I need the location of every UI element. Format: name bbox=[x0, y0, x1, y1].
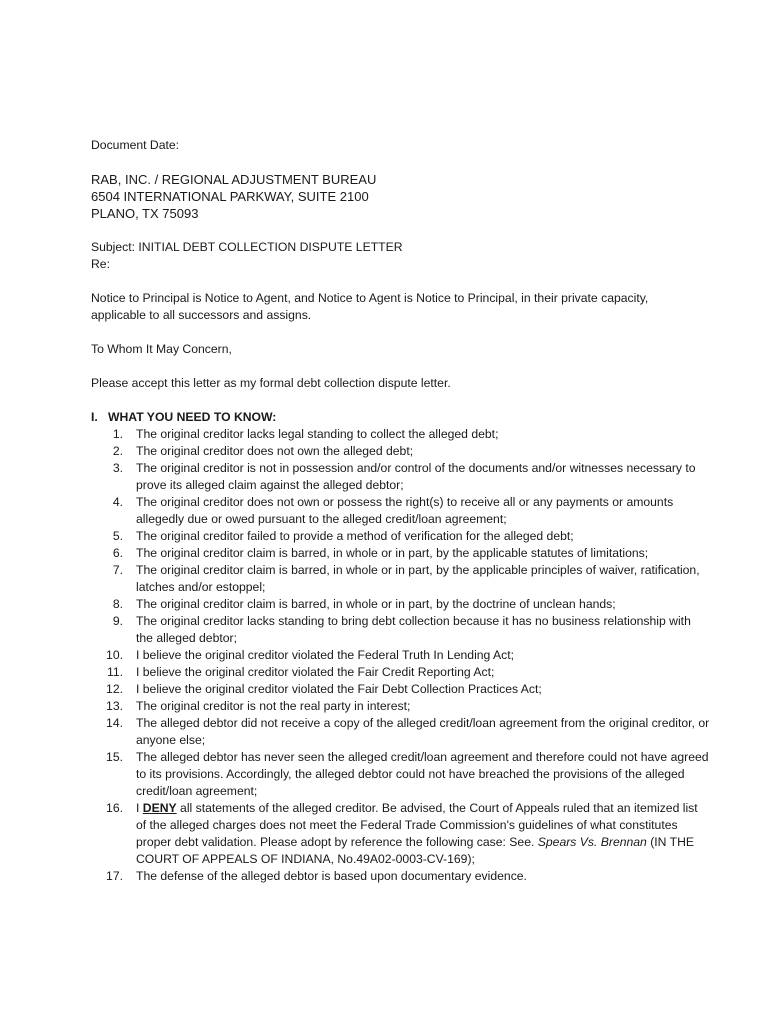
list-item-number: 3. bbox=[112, 461, 123, 475]
dispute-list bbox=[91, 426, 711, 885]
list-item-text: I believe the original creditor violated the Federal Truth In Lending Act; bbox=[136, 648, 515, 662]
list-item-text: I believe the original creditor violated the Fair Credit Reporting Act; bbox=[136, 665, 495, 679]
list-item-number: 16. bbox=[106, 801, 123, 815]
subject-line: Subject: INITIAL DEBT COLLECTION DISPUTE LETTER bbox=[91, 240, 403, 254]
list-item-number: 5. bbox=[112, 529, 123, 543]
case-court: (IN THE COURT OF APPEALS OF INDIANA, No.49A02-0003-CV-169); bbox=[136, 835, 695, 866]
list-item-text: The original creditor does not own the alleged debt; bbox=[136, 444, 414, 458]
list-item-deny bbox=[91, 800, 711, 868]
list-item-text: The original creditor claim is barred, in whole or in part, by the doctrine of unclean hands; bbox=[136, 597, 616, 611]
recipient-name: RAB, INC. / REGIONAL ADJUSTMENT BUREAU bbox=[91, 172, 377, 187]
notice-line-1: Notice to Principal is Notice to Agent, and Notice to Agent is Notice to Principal, in their private capacity, bbox=[91, 291, 649, 305]
recipient-city: PLANO, TX 75093 bbox=[91, 206, 199, 221]
list-item bbox=[91, 562, 711, 596]
list-item-number: 6. bbox=[112, 546, 123, 560]
list-item-text: The alleged debtor has never seen the alleged credit/loan agreement and therefore could not have agreed to its provisions. Accordingly, the alleged debtor could not have breached the provisions of the alleged credit/loan agreement; bbox=[136, 750, 709, 798]
section-heading bbox=[91, 409, 711, 426]
section-title: WHAT YOU NEED TO KNOW: bbox=[108, 410, 277, 424]
list-item bbox=[91, 494, 711, 528]
salutation: To Whom It May Concern, bbox=[91, 342, 232, 356]
list-item-text: The defense of the alleged debtor is based upon documentary evidence. bbox=[136, 869, 527, 883]
list-item-number: 10. bbox=[106, 648, 123, 662]
list-item bbox=[91, 460, 711, 494]
list-item-text: The original creditor does not own or possess the right(s) to receive all or any payments or amounts allegedly due or owed pursuant to the alleged credit/loan agreement; bbox=[136, 495, 674, 526]
list-item bbox=[91, 596, 711, 613]
list-item-number: 4. bbox=[112, 495, 123, 509]
notice-line-2: applicable to all successors and assigns. bbox=[91, 308, 312, 322]
list-item bbox=[91, 749, 711, 800]
list-item-text: I believe the original creditor violated the Fair Debt Collection Practices Act; bbox=[136, 682, 542, 696]
list-item bbox=[91, 528, 711, 545]
list-item-number: 8. bbox=[112, 597, 123, 611]
list-item-text: The original creditor lacks standing to bring debt collection because it has no business relationship with the alleged debtor; bbox=[136, 614, 691, 645]
list-item bbox=[91, 647, 711, 664]
deny-text: all statements of the alleged creditor. Be advised, the Court of Appeals ruled that an itemized list of the alleged charges does not meet the Federal Trade Commission's guidelines of what constitutes proper debt validation. Please adopt by reference the following case: See. bbox=[136, 801, 698, 849]
list-item-number: 1. bbox=[112, 427, 123, 441]
list-item-text: The original creditor lacks legal standing to collect the alleged debt; bbox=[136, 427, 499, 441]
intro-paragraph: Please accept this letter as my formal debt collection dispute letter. bbox=[91, 376, 451, 390]
document-date-label: Document Date: bbox=[91, 138, 180, 152]
deny-emphasis: DENY bbox=[142, 801, 177, 815]
list-item bbox=[91, 715, 711, 749]
list-item bbox=[91, 426, 711, 443]
list-item-number: 14. bbox=[106, 716, 123, 730]
list-item-number: 15. bbox=[106, 750, 123, 764]
deny-prefix: I bbox=[136, 801, 143, 815]
list-item-number: 9. bbox=[112, 614, 123, 628]
list-item bbox=[91, 868, 711, 885]
list-item-text: The original creditor is not in possession and/or control of the documents and/or witnesses necessary to prove its alleged claim against the alleged debtor; bbox=[136, 461, 696, 492]
list-item-text: The original creditor failed to provide a method of verification for the alleged debt; bbox=[136, 529, 574, 543]
list-item-text: The original creditor claim is barred, in whole or in part, by the applicable statutes of limitations; bbox=[136, 546, 649, 560]
list-item bbox=[91, 613, 711, 647]
list-item-number: 7. bbox=[112, 563, 123, 577]
list-item bbox=[91, 698, 711, 715]
letter-page bbox=[91, 137, 711, 885]
recipient-street: 6504 INTERNATIONAL PARKWAY, SUITE 2100 bbox=[91, 189, 369, 204]
list-item-number: 17. bbox=[106, 869, 123, 883]
re-line: Re: bbox=[91, 257, 110, 271]
recipient-address bbox=[91, 171, 711, 222]
list-item-text: The alleged debtor did not receive a copy of the alleged credit/loan agreement from the original creditor, or anyone else; bbox=[136, 716, 710, 747]
list-item-number: 12. bbox=[106, 682, 123, 696]
section-number: I. bbox=[91, 410, 98, 424]
list-item bbox=[91, 545, 711, 562]
list-item bbox=[91, 664, 711, 681]
list-item-number: 11. bbox=[106, 665, 123, 679]
list-item bbox=[91, 681, 711, 698]
list-item bbox=[91, 443, 711, 460]
case-citation: Spears Vs. Brennan bbox=[537, 835, 647, 849]
list-item-number: 2. bbox=[112, 444, 123, 458]
list-item-text: The original creditor claim is barred, in whole or in part, by the applicable principles of waiver, ratification, latches and/or estoppel; bbox=[136, 563, 700, 594]
list-item-number: 13. bbox=[106, 699, 123, 713]
list-item-text: The original creditor is not the real party in interest; bbox=[136, 699, 411, 713]
